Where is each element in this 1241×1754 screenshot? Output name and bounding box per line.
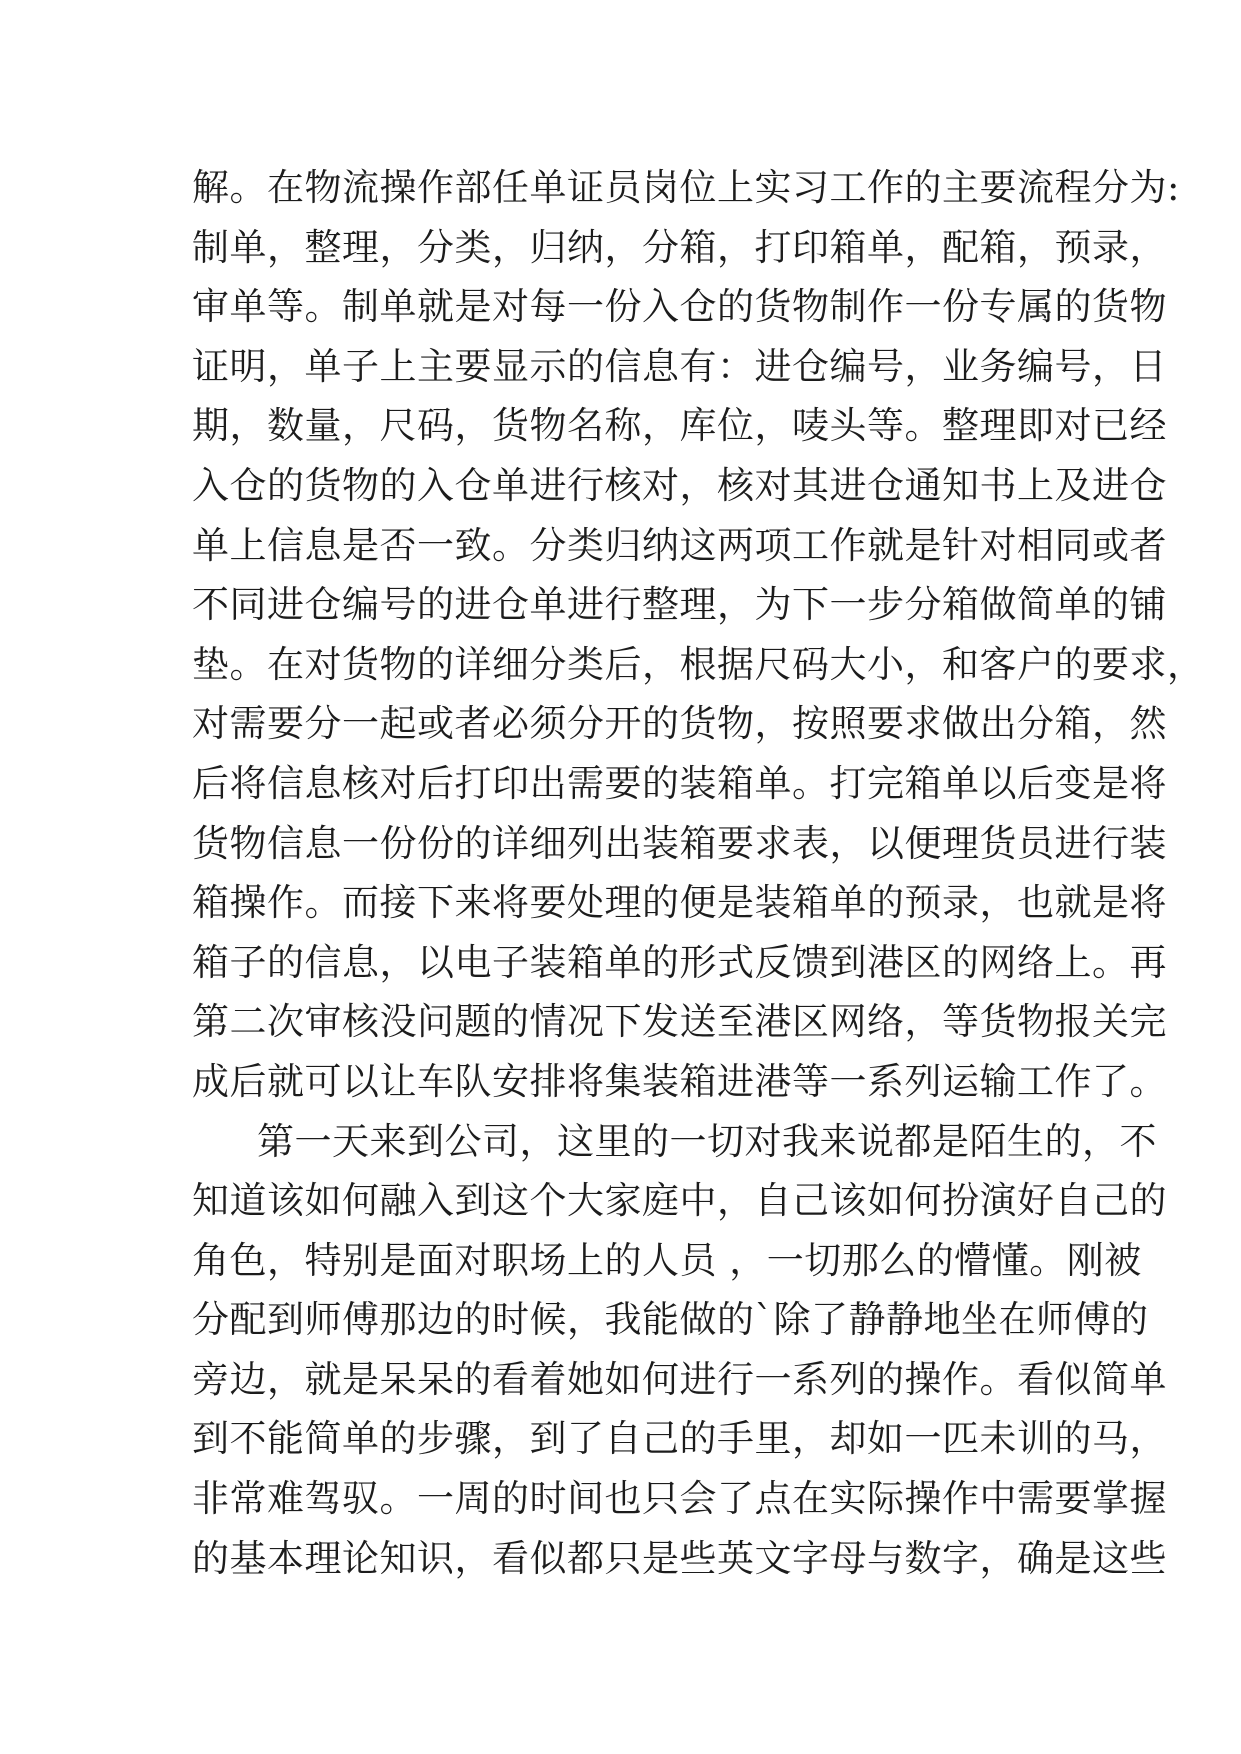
text-line: 解。在物流操作部任单证员岗位上实习工作的主要流程分为: [192,166,1180,209]
text-line: 角色，特别是面对职场上的人员 ，一切那么的懵懂。刚被 [192,1238,1142,1282]
document-body [192,158,1205,1588]
text-line: 成后就可以让车队安排将集装箱进港等一系列运输工作了。 [192,1059,1167,1103]
text-line: 入仓的货物的入仓单进行核对，核对其进仓通知书上及进仓 [192,463,1167,507]
text-line: 不同进仓编号的进仓单进行整理，为下一步分箱做简单的铺 [192,583,1167,627]
text-line: 制单，整理，分类，归纳，分箱，打印箱单，配箱，预录， [192,225,1167,269]
text-line: 第二次审核没问题的情况下发送至港区网络，等货物报关完 [192,1000,1167,1044]
text-line: 旁边，就是呆呆的看着她如何进行一系列的操作。看似简单 [192,1357,1167,1401]
text-line: 货物信息一份份的详细列出装箱要求表，以便理货员进行装 [192,821,1167,865]
text-line: 后将信息核对后打印出需要的装箱单。打完箱单以后变是将 [192,761,1167,805]
text-line: 箱操作。而接下来将要处理的便是装箱单的预录，也就是将 [192,881,1167,925]
text-line: 箱子的信息，以电子装箱单的形式反馈到港区的网络上。再 [192,940,1167,984]
text-line: 非常难驾驭。一周的时间也只会了点在实际操作中需要掌握 [192,1477,1167,1521]
text-line: 第一天来到公司，这里的一切对我来说都是陌生的，不 [257,1119,1157,1163]
text-line: 的基本理论知识，看似都只是些英文字母与数字，确是这些 [192,1536,1167,1580]
text-line: 对需要分一起或者必须分开的货物，按照要求做出分箱，然 [192,702,1167,746]
text-line: 知道该如何融入到这个大家庭中，自己该如何扮演好自己的 [192,1179,1167,1223]
text-line: 分配到师傅那边的时候，我能做的`除了静静地坐在师傅的 [192,1298,1149,1342]
text-line: 单上信息是否一致。分类归纳这两项工作就是针对相同或者 [192,523,1167,567]
text-line: 期，数量，尺码，货物名称，库位，唛头等。整理即对已经 [192,404,1167,448]
text-line: 垫。在对货物的详细分类后，根据尺码大小，和客户的要求， [192,642,1205,686]
text-line: 到不能简单的步骤，到了自己的手里，却如一匹未训的马， [192,1417,1167,1461]
text-line: 证明，单子上主要显示的信息有：进仓编号，业务编号，日 [192,344,1167,388]
text-line: 审单等。制单就是对每一份入仓的货物制作一份专属的货物 [192,285,1167,329]
